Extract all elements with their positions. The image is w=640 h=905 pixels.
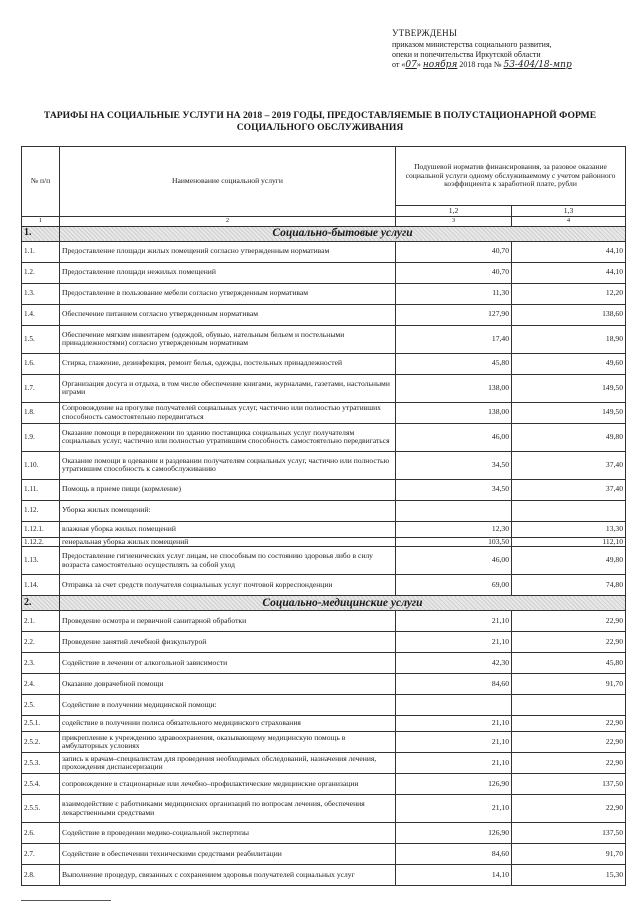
row-norm-coef-1-3: 37,40 [512, 451, 626, 479]
table-row [22, 353, 626, 374]
row-number: 2.4. [22, 674, 60, 695]
document-title-line-1: ТАРИФЫ НА СОЦИАЛЬНЫЕ УСЛУГИ НА 2018 – 2019 ГОДЫ, ПРЕДОСТАВЛЯЕМЫЕ В ПОЛУСТАЦИОНАРНОЙ ФОРМЕ [43, 110, 597, 121]
row-norm-coef-1-3: 91,70 [512, 674, 626, 695]
row-norm-coef-1-2: 126,90 [396, 774, 512, 795]
row-service-name: Содействие в получении медицинской помощи: [60, 695, 396, 716]
row-norm-coef-1-2: 17,40 [396, 325, 512, 353]
row-norm-coef-1-3: 44,10 [512, 262, 626, 283]
row-number: 2.5.5. [22, 795, 60, 823]
row-norm-coef-1-2: 40,70 [396, 241, 512, 262]
row-norm-coef-1-3: 137,50 [512, 823, 626, 844]
row-norm-coef-1-2: 21,10 [396, 611, 512, 632]
header-index-1: 1 [22, 217, 60, 227]
row-service-name: Предоставление площади нежилых помещений [60, 262, 396, 283]
row-norm-coef-1-3: 22,90 [512, 732, 626, 753]
row-norm-coef-1-2: 34,50 [396, 451, 512, 479]
row-number: 1.12.1. [22, 521, 60, 537]
table-body [22, 226, 626, 886]
section-row [22, 226, 626, 241]
tariffs-table [21, 146, 626, 886]
row-service-name: сопровождение в стационарные или лечебно–профилактические медицинские организации [60, 774, 396, 795]
row-norm-coef-1-2: 40,70 [396, 262, 512, 283]
row-norm-coef-1-2: 103,50 [396, 537, 512, 547]
approval-stamp [392, 28, 632, 70]
row-number: 1.9. [22, 423, 60, 451]
row-number: 2.5.2. [22, 732, 60, 753]
header-service-name: Наименование социальной услуги [60, 147, 396, 217]
row-norm-coef-1-3: 137,50 [512, 774, 626, 795]
row-norm-coef-1-2: 34,50 [396, 479, 512, 500]
table-row [22, 611, 626, 632]
row-number: 2.2. [22, 632, 60, 653]
row-service-name: Сопровождение на прогулке получателей социальных услуг, частично или полностью утративших способность самостоятельно передвигаться [60, 402, 396, 423]
row-norm-coef-1-3: 22,90 [512, 716, 626, 732]
table-row [22, 262, 626, 283]
row-service-name: Предоставление площади жилых помещений согласно утвержденным нормативам [60, 241, 396, 262]
row-norm-coef-1-3: 149,50 [512, 374, 626, 402]
row-number: 2.8. [22, 865, 60, 886]
row-service-name: Предоставление гигиенических услуг лицам, не способным по состоянию здоровья либо в силу возраста самостоятельно осуществлять за собой уход [60, 547, 396, 575]
row-number: 2.5. [22, 695, 60, 716]
row-number: 1.11. [22, 479, 60, 500]
header-index-2: 2 [60, 217, 396, 227]
approval-line-2: опеки и попечительства Иркутской области [392, 50, 541, 59]
row-norm-coef-1-3: 49,80 [512, 423, 626, 451]
approval-month: ноября [422, 60, 458, 70]
row-norm-coef-1-3: 22,90 [512, 611, 626, 632]
row-number: 1.1. [22, 241, 60, 262]
approval-year: 2018 года № [457, 60, 504, 69]
table-row [22, 500, 626, 521]
row-norm-coef-1-3 [512, 695, 626, 716]
table-row [22, 795, 626, 823]
row-number: 1.12.2. [22, 537, 60, 547]
row-number: 1.12. [22, 500, 60, 521]
approval-heading: УТВЕРЖДЕНЫ [392, 28, 458, 38]
table-row [22, 479, 626, 500]
table-row [22, 374, 626, 402]
table-row [22, 753, 626, 774]
row-service-name: Проведение осмотра и первичной санитарной обработки [60, 611, 396, 632]
row-norm-coef-1-3: 37,40 [512, 479, 626, 500]
table-row [22, 774, 626, 795]
row-service-name: Проведение занятий лечебной физкультурой [60, 632, 396, 653]
row-service-name: Уборка жилых помещений: [60, 500, 396, 521]
row-norm-coef-1-3: 45,80 [512, 653, 626, 674]
row-service-name: Выполнение процедур, связанных с сохранением здоровья получателей социальных услуг [60, 865, 396, 886]
row-number: 2.5.4. [22, 774, 60, 795]
row-number: 2.6. [22, 823, 60, 844]
row-norm-coef-1-2: 138,00 [396, 402, 512, 423]
table-row [22, 423, 626, 451]
table-row [22, 537, 626, 547]
row-norm-coef-1-3: 138,60 [512, 304, 626, 325]
row-norm-coef-1-2: 21,10 [396, 632, 512, 653]
table-row [22, 325, 626, 353]
row-norm-coef-1-3: 22,90 [512, 753, 626, 774]
row-norm-coef-1-2: 12,30 [396, 521, 512, 537]
row-norm-coef-1-3: 44,10 [512, 241, 626, 262]
row-number: 2.3. [22, 653, 60, 674]
row-norm-coef-1-2: 69,00 [396, 575, 512, 596]
row-norm-coef-1-2: 46,00 [396, 423, 512, 451]
table-row [22, 653, 626, 674]
table-row [22, 823, 626, 844]
row-number: 1.6. [22, 353, 60, 374]
row-norm-coef-1-2 [396, 500, 512, 521]
row-norm-coef-1-3: 12,20 [512, 283, 626, 304]
row-number: 2.7. [22, 844, 60, 865]
table-row [22, 575, 626, 596]
header-index-3: 3 [396, 217, 512, 227]
table-row [22, 674, 626, 695]
row-norm-coef-1-2: 21,10 [396, 753, 512, 774]
footnote-rule [21, 900, 111, 901]
table-row [22, 732, 626, 753]
row-number: 2.1. [22, 611, 60, 632]
row-norm-coef-1-3: 13,30 [512, 521, 626, 537]
row-service-name: Содействие в проведении медико-социальной экспертизы [60, 823, 396, 844]
section-title: Социально-бытовые услуги [60, 226, 626, 241]
table-row [22, 547, 626, 575]
row-norm-coef-1-3: 49,60 [512, 353, 626, 374]
table-row [22, 695, 626, 716]
row-service-name: влажная уборка жилых помещений [60, 521, 396, 537]
row-norm-coef-1-3: 112,10 [512, 537, 626, 547]
row-service-name: Оказание помощи в одевании и раздевании получателям социальных услуг, частично или полностью утратившим способность к самообслуживанию [60, 451, 396, 479]
row-norm-coef-1-2: 42,30 [396, 653, 512, 674]
approval-number: 53-404/18-мпр [503, 60, 572, 70]
row-norm-coef-1-2: 127,90 [396, 304, 512, 325]
table-row [22, 241, 626, 262]
row-number: 1.8. [22, 402, 60, 423]
table-row [22, 304, 626, 325]
row-norm-coef-1-2: 45,80 [396, 353, 512, 374]
approval-day: 07 [405, 60, 417, 70]
row-service-name: содействие в получении полиса обязательного медицинского страхования [60, 716, 396, 732]
row-norm-coef-1-2: 84,60 [396, 844, 512, 865]
row-norm-coef-1-3: 74,80 [512, 575, 626, 596]
table-row [22, 283, 626, 304]
approval-line-1: приказом министерства социального развития, [392, 40, 552, 49]
row-number: 1.3. [22, 283, 60, 304]
row-service-name: Стирка, глажение, дезинфекция, ремонт белья, одежды, постельных принадлежностей [60, 353, 396, 374]
row-norm-coef-1-3: 18,90 [512, 325, 626, 353]
table-row [22, 521, 626, 537]
row-norm-coef-1-2: 46,00 [396, 547, 512, 575]
row-norm-coef-1-3: 149,50 [512, 402, 626, 423]
row-number: 1.2. [22, 262, 60, 283]
row-service-name: Предоставление в пользование мебели согласно утвержденным нормативам [60, 283, 396, 304]
row-norm-coef-1-3: 22,90 [512, 795, 626, 823]
row-norm-coef-1-3: 49,80 [512, 547, 626, 575]
table-row [22, 716, 626, 732]
row-service-name: Обеспечение питанием согласно утвержденным нормативам [60, 304, 396, 325]
row-number: 1.5. [22, 325, 60, 353]
row-service-name: Отправка за счет средств получателя социальных услуг почтовой корреспонденции [60, 575, 396, 596]
row-norm-coef-1-2: 126,90 [396, 823, 512, 844]
table-row [22, 844, 626, 865]
row-service-name: Помощь в приеме пищи (кормление) [60, 479, 396, 500]
row-service-name: прикрепление к учреждению здравоохранения, оказывающему медицинскую помощь в амбулаторных условиях [60, 732, 396, 753]
header-coef-2: 1,3 [512, 206, 626, 217]
section-row [22, 596, 626, 611]
row-service-name: генеральная уборка жилых помещений [60, 537, 396, 547]
row-norm-coef-1-2: 21,10 [396, 795, 512, 823]
row-norm-coef-1-2: 21,10 [396, 716, 512, 732]
header-index-4: 4 [512, 217, 626, 227]
header-norm: Подушевой норматив финансирования, за разовое оказание социальной услуги одному обслуживаемому с учетом районного коэффициента к заработной плате, рубли [396, 147, 626, 206]
row-norm-coef-1-3: 22,90 [512, 632, 626, 653]
row-number: 1.7. [22, 374, 60, 402]
section-number: 1. [22, 226, 60, 241]
approval-line-3 [392, 60, 632, 70]
row-norm-coef-1-3 [512, 500, 626, 521]
row-norm-coef-1-2 [396, 695, 512, 716]
row-service-name: Организация досуга и отдыха, в том числе обеспечение книгами, журналами, газетами, настольными играми [60, 374, 396, 402]
header-number: № п/п [22, 147, 60, 217]
row-service-name: Оказание доврачебной помощи [60, 674, 396, 695]
section-number: 2. [22, 596, 60, 611]
header-coef-1: 1,2 [396, 206, 512, 217]
row-number: 1.4. [22, 304, 60, 325]
row-number: 2.5.1. [22, 716, 60, 732]
document-title-line-2: СОЦИАЛЬНОГО ОБСЛУЖИВАНИЯ [236, 122, 404, 133]
approval-date-mid: » [416, 60, 423, 69]
table-row [22, 865, 626, 886]
row-service-name: Содействие в обеспечении техническими средствами реабилитации [60, 844, 396, 865]
row-norm-coef-1-2: 21,10 [396, 732, 512, 753]
row-number: 1.14. [22, 575, 60, 596]
row-service-name: Содействие в лечении от алкогольной зависимости [60, 653, 396, 674]
section-title: Социально-медицинские услуги [60, 596, 626, 611]
row-service-name: Обеспечение мягким инвентарем (одеждой, обувью, нательным бельем и постельными принадлежностями) согласно утвержденным нормативам [60, 325, 396, 353]
row-norm-coef-1-2: 84,60 [396, 674, 512, 695]
table-row [22, 632, 626, 653]
row-norm-coef-1-3: 91,70 [512, 844, 626, 865]
row-service-name: взаимодействие с работниками медицинских организаций по вопросам лечения, обеспечения лекарственными средствами [60, 795, 396, 823]
row-number: 2.5.3. [22, 753, 60, 774]
document-title [20, 110, 620, 134]
row-norm-coef-1-2: 138,00 [396, 374, 512, 402]
row-number: 1.13. [22, 547, 60, 575]
row-number: 1.10. [22, 451, 60, 479]
row-service-name: запись к врачам–специалистам для проведения необходимых обследований, назначения лечения, прохождения диспансеризации [60, 753, 396, 774]
row-norm-coef-1-3: 15,30 [512, 865, 626, 886]
row-service-name: Оказание помощи в передвижении по зданию поставщика социальных услуг получателям социальных услуг, частично или полностью утратившим способность самостоятельно передвигаться [60, 423, 396, 451]
table-row [22, 402, 626, 423]
row-norm-coef-1-2: 14,10 [396, 865, 512, 886]
approval-date-prefix: от « [392, 60, 406, 69]
table-row [22, 451, 626, 479]
row-norm-coef-1-2: 11,30 [396, 283, 512, 304]
